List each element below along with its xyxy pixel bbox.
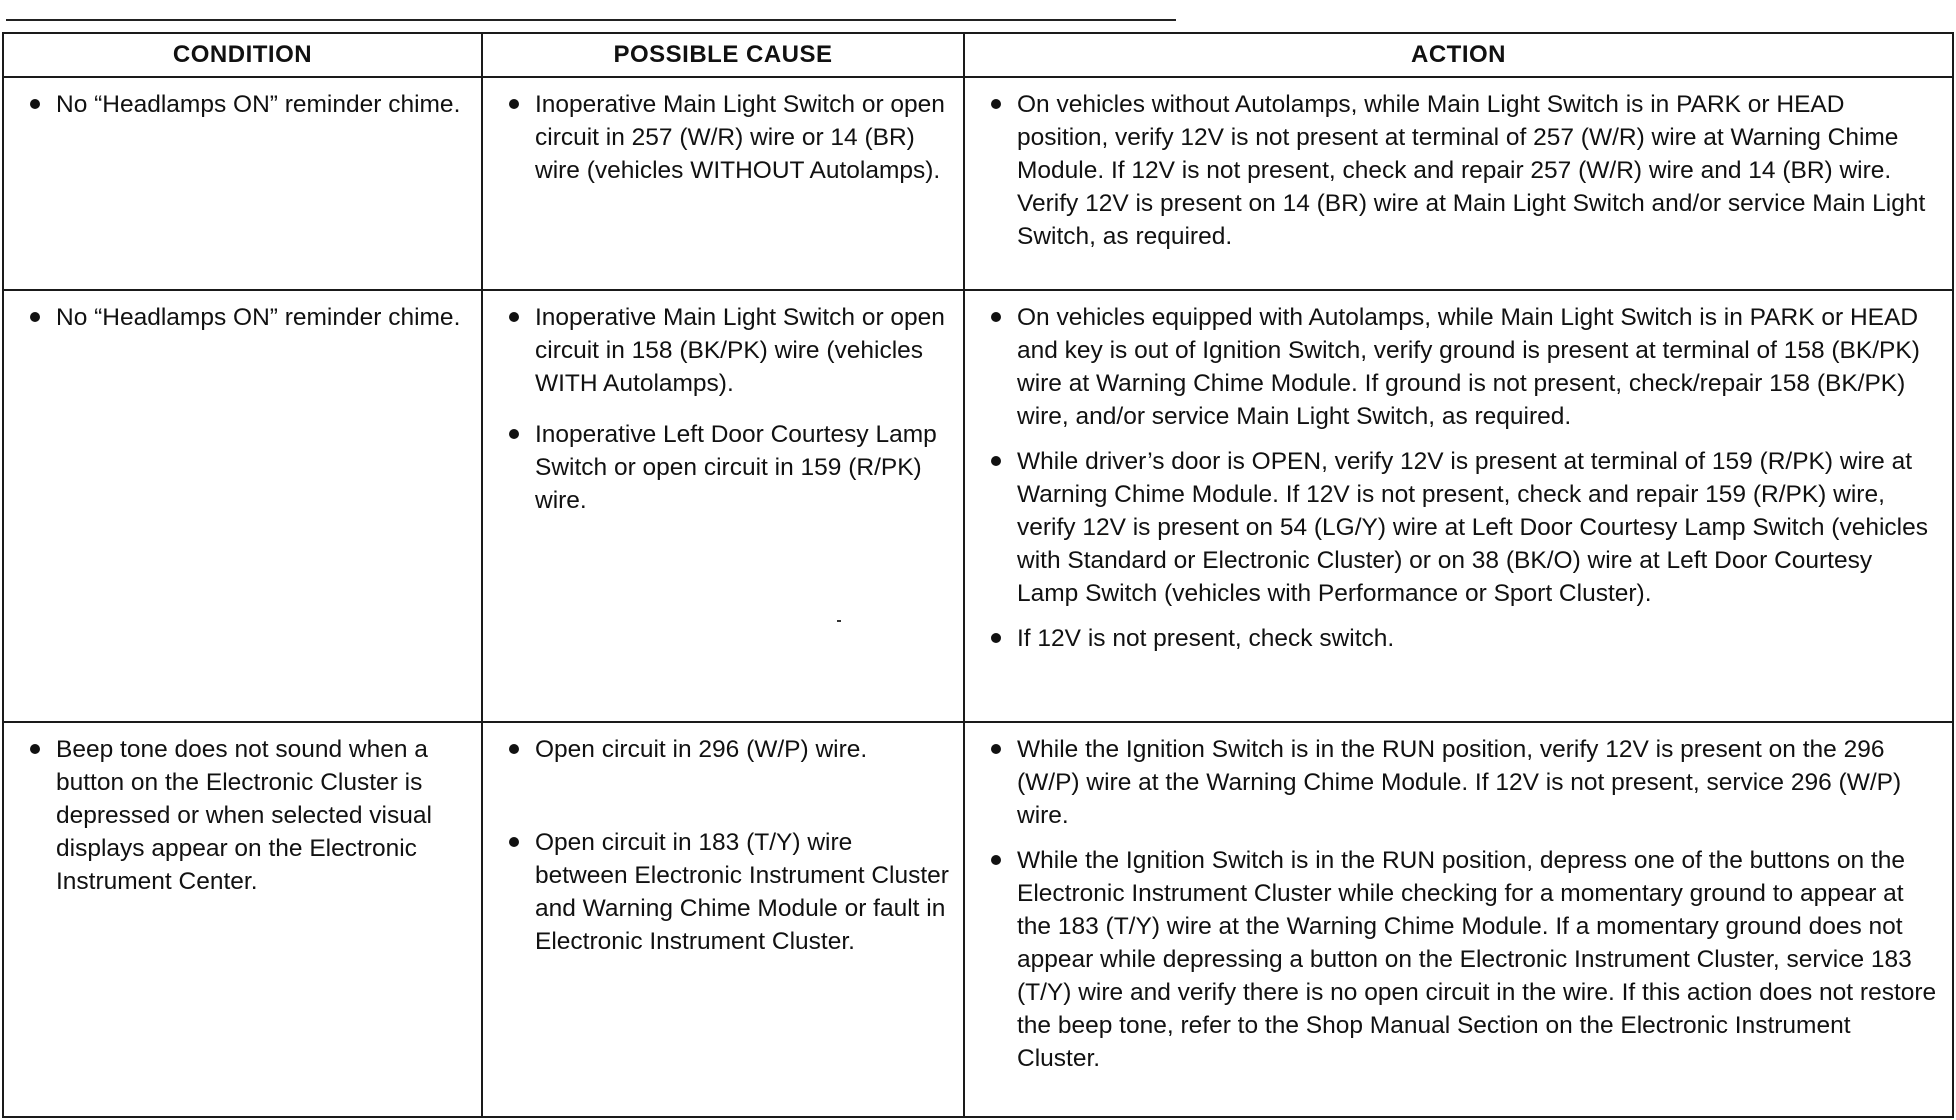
bullet-icon: [30, 99, 40, 109]
table-row: [3, 722, 1953, 1117]
bullet-icon: [991, 456, 1001, 466]
bullet-icon: [509, 312, 519, 322]
table-row: [3, 290, 1953, 722]
bullet-icon: [991, 855, 1001, 865]
cause-item: [497, 733, 949, 766]
header-possible-cause: POSSIBLE CAUSE: [482, 33, 964, 77]
action-text: On vehicles equipped with Autolamps, while Main Light Switch is in PARK or HEAD and key is out of Ignition Switch, verify ground is present at terminal of 158 (BK/PK) wire at Warning Chime Module. If ground is not present, check/repair 158 (BK/PK) wire, and/or service Main Light Switch, as required.: [1017, 304, 1920, 430]
cause-item: [497, 418, 949, 517]
cause-cell: [482, 77, 964, 290]
action-item: [979, 88, 1938, 253]
action-text: While the Ignition Switch is in the RUN position, depress one of the buttons on the Electronic Instrument Cluster while checking for a momentary ground to appear at the 183 (T/Y) wire at the Warning Chime Module. If a momentary ground does not appear while depressing a button on the Electronic Instrument Cluster, service 183 (T/Y) wire and verify there is no open circuit in the wire. If this action does not restore the beep tone, refer to the Shop Manual Section on the Electronic Instrument Cluster.: [1017, 847, 1937, 1072]
bullet-icon: [509, 99, 519, 109]
action-cell: [964, 290, 1953, 722]
action-item: [979, 445, 1938, 610]
header-condition: CONDITION: [3, 33, 482, 77]
condition-text: No “Headlamps ON” reminder chime.: [56, 91, 461, 118]
condition-text: Beep tone does not sound when a button on the Electronic Cluster is depressed or when selected visual displays appear on the Electronic Instrument Center.: [56, 736, 432, 895]
bullet-icon: [509, 744, 519, 754]
action-text: While driver’s door is OPEN, verify 12V is present at terminal of 159 (R/PK) wire at Warning Chime Module. If 12V is not present, check and repair 159 (R/PK) wire, verify 12V is present on 54 (LG/Y) wire at Left Door Courtesy Lamp Switch (vehicles with Standard or Electronic Cluster) or on 38 (BK/O) wire at Left Door Courtesy Lamp Switch (vehicles with Performance or Sport Cluster).: [1017, 448, 1928, 607]
condition-cell: [3, 290, 482, 722]
bullet-icon: [30, 312, 40, 322]
top-rule: [6, 19, 1176, 21]
bullet-icon: [991, 99, 1001, 109]
action-item: [979, 733, 1938, 832]
condition-item: [18, 733, 467, 898]
condition-text: No “Headlamps ON” reminder chime.: [56, 304, 461, 331]
diagnosis-table: [2, 32, 1954, 1118]
table-row: [3, 77, 1953, 290]
action-text: While the Ignition Switch is in the RUN position, verify 12V is present on the 296 (W/P) wire at the Warning Chime Module. If 12V is not present, service 296 (W/P) wire.: [1017, 736, 1902, 829]
action-item: [979, 622, 1938, 655]
bullet-icon: [991, 633, 1001, 643]
condition-item: [18, 301, 467, 334]
condition-cell: [3, 722, 482, 1117]
header-row: [3, 33, 1953, 77]
cause-cell: [482, 722, 964, 1117]
cause-item: [497, 826, 949, 958]
bullet-icon: [30, 744, 40, 754]
bullet-icon: [991, 744, 1001, 754]
action-item: [979, 301, 1938, 433]
cause-text: Open circuit in 183 (T/Y) wire between Electronic Instrument Cluster and Warning Chime Module or fault in Electronic Instrument Cluster.: [535, 829, 949, 955]
bullet-icon: [991, 312, 1001, 322]
stray-mark: [837, 620, 841, 622]
condition-item: [18, 88, 467, 121]
action-text: On vehicles without Autolamps, while Main Light Switch is in PARK or HEAD position, verify 12V is not present at terminal of 257 (W/R) wire at Warning Chime Module. If 12V is not present, check and repair 257 (W/R) wire and 14 (BR) wire. Verify 12V is present on 14 (BR) wire at Main Light Switch and/or service Main Light Switch, as required.: [1017, 91, 1926, 250]
cause-item: [497, 301, 949, 400]
bullet-icon: [509, 429, 519, 439]
bullet-icon: [509, 837, 519, 847]
cause-text: Inoperative Main Light Switch or open circuit in 158 (BK/PK) wire (vehicles WITH Autolamps).: [535, 304, 945, 397]
cause-text: Open circuit in 296 (W/P) wire.: [535, 736, 868, 763]
action-cell: [964, 722, 1953, 1117]
cause-text: Inoperative Main Light Switch or open circuit in 257 (W/R) wire or 14 (BR) wire (vehicles WITHOUT Autolamps).: [535, 91, 945, 184]
cause-cell: [482, 290, 964, 722]
cause-text: Inoperative Left Door Courtesy Lamp Switch or open circuit in 159 (R/PK) wire.: [535, 421, 937, 514]
cause-item: [497, 88, 949, 187]
action-item: [979, 844, 1938, 1075]
action-cell: [964, 77, 1953, 290]
header-action: ACTION: [964, 33, 1953, 77]
action-text: If 12V is not present, check switch.: [1017, 625, 1395, 652]
condition-cell: [3, 77, 482, 290]
